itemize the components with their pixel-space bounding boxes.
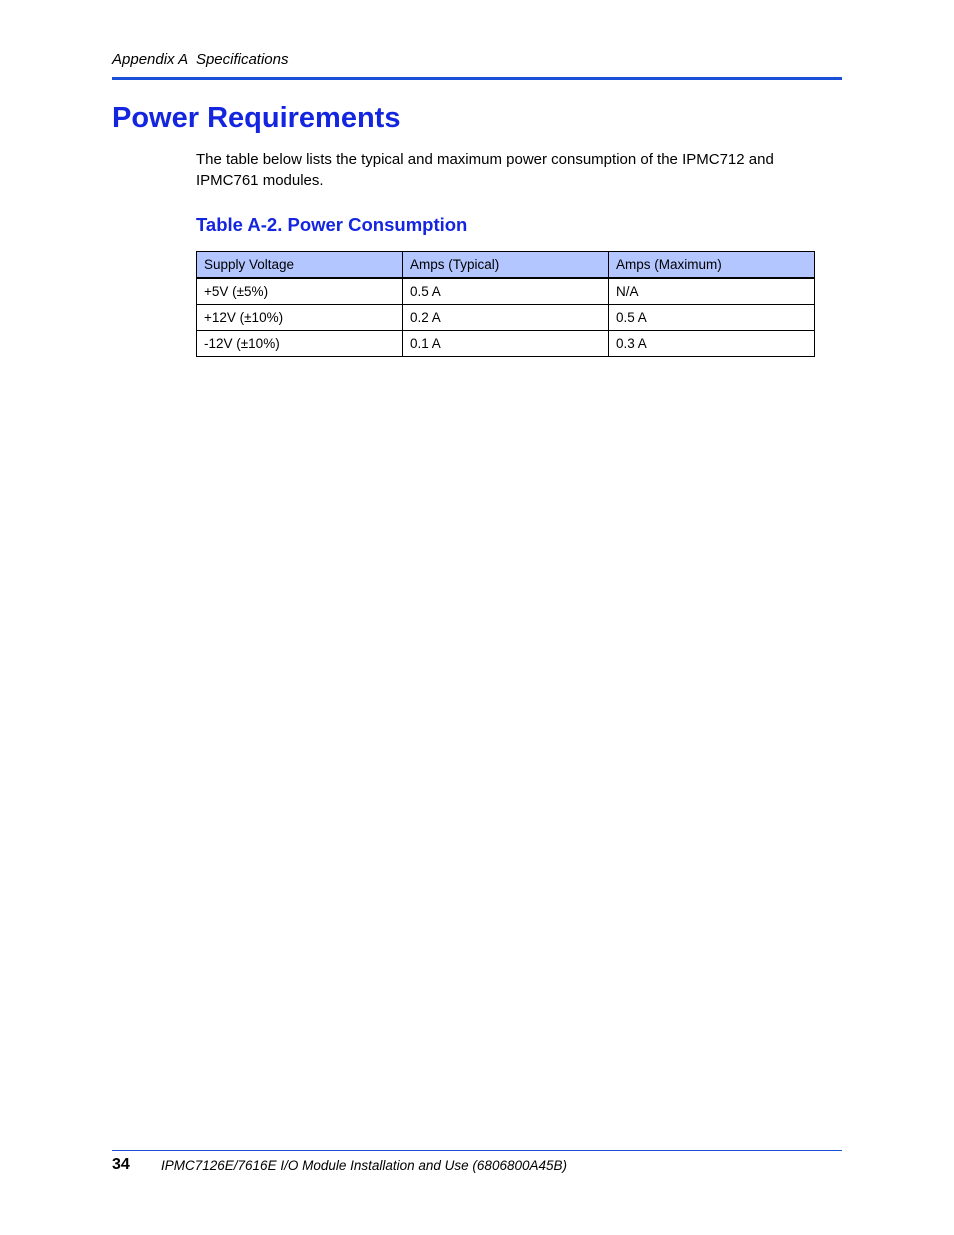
cell-amps-typical: 0.5 A <box>403 278 609 305</box>
intro-paragraph: The table below lists the typical and maximum power consumption of the IPMC712 and IPMC761 modules. <box>196 151 774 189</box>
footer-rule <box>112 1150 842 1151</box>
footer-doc-title: IPMC7126E/7616E I/O Module Installation and Use (6806800A45B) <box>161 1158 568 1173</box>
cell-supply-voltage: -12V (±10%) <box>197 331 403 357</box>
cell-amps-typical: 0.2 A <box>403 305 609 331</box>
running-header: Appendix A Specifications <box>112 51 289 68</box>
column-header-supply-voltage: Supply Voltage <box>197 252 403 279</box>
cell-supply-voltage: +5V (±5%) <box>197 278 403 305</box>
cell-amps-maximum: 0.3 A <box>609 331 815 357</box>
cell-amps-typical: 0.1 A <box>403 331 609 357</box>
table-header-row <box>197 252 815 279</box>
section-title: Power Requirements <box>112 102 401 134</box>
header-rule <box>112 77 842 80</box>
table-row <box>197 331 815 357</box>
cell-amps-maximum: N/A <box>609 278 815 305</box>
table-row <box>197 305 815 331</box>
page-number: 34 <box>112 1156 130 1173</box>
column-header-amps-maximum: Amps (Maximum) <box>609 252 815 279</box>
cell-supply-voltage: +12V (±10%) <box>197 305 403 331</box>
cell-amps-maximum: 0.5 A <box>609 305 815 331</box>
table-row <box>197 278 815 305</box>
power-consumption-table <box>196 251 815 357</box>
table-caption: Table A-2. Power Consumption <box>196 214 468 235</box>
column-header-amps-typical: Amps (Typical) <box>403 252 609 279</box>
